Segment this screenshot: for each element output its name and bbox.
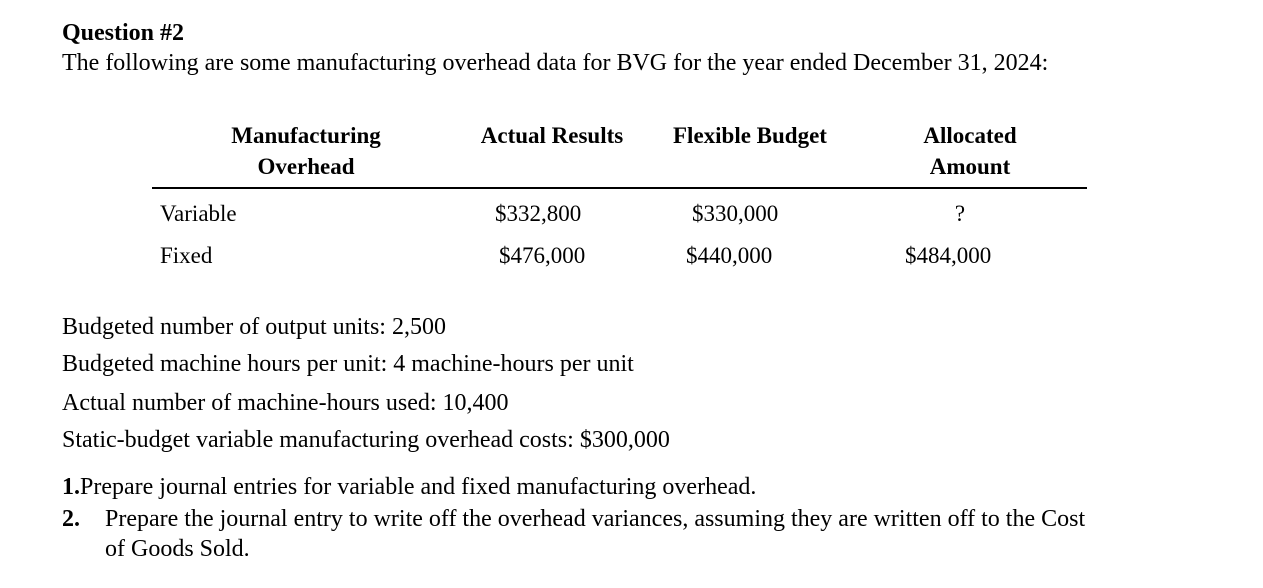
cell-actual-variable: $332,800 <box>495 201 582 226</box>
table-header-rule <box>152 187 1087 189</box>
header-allocated-line1: Allocated <box>923 123 1017 148</box>
cell-allocated-variable: ? <box>954 201 966 226</box>
question-title: Question #2 <box>62 20 185 46</box>
cell-actual-fixed: $476,000 <box>499 243 586 268</box>
question-intro: The following are some manufacturing overhead data for BVG for the year ended December 31, 2024: <box>62 50 1049 76</box>
header-overhead-line1: Manufacturing <box>231 123 381 148</box>
header-overhead-line2: Overhead <box>257 154 355 179</box>
list-item: Actual number of machine-hours used: 10,400 <box>62 390 509 416</box>
row-label-variable: Variable <box>160 201 237 226</box>
header-manufacturing-overhead <box>206 120 406 182</box>
list-item: Budgeted number of output units: 2,500 <box>62 314 446 340</box>
row-label-fixed: Fixed <box>160 243 213 268</box>
requirement-2-line2: of Goods Sold. <box>105 536 250 562</box>
list-item: Budgeted machine hours per unit: 4 machine-hours per unit <box>62 351 634 377</box>
requirement-1 <box>62 473 756 501</box>
cell-flexible-variable: $330,000 <box>692 201 779 226</box>
cell-flexible-fixed: $440,000 <box>686 243 773 268</box>
requirement-2-line1: Prepare the journal entry to write off the overhead variances, assuming they are written off to the Cost <box>105 506 1086 532</box>
requirement-2-number: 2. <box>62 506 80 532</box>
requirement-1-number: 1. <box>62 474 80 500</box>
cell-allocated-fixed: $484,000 <box>905 243 992 268</box>
header-allocated-line2: Amount <box>929 154 1011 179</box>
header-allocated-amount <box>880 120 1060 182</box>
requirement-1-text: Prepare journal entries for variable and fixed manufacturing overhead. <box>80 474 757 500</box>
list-item: Static-budget variable manufacturing overhead costs: $300,000 <box>62 427 670 453</box>
header-actual-results: Actual Results <box>480 123 624 148</box>
header-flexible-budget: Flexible Budget <box>673 123 827 148</box>
